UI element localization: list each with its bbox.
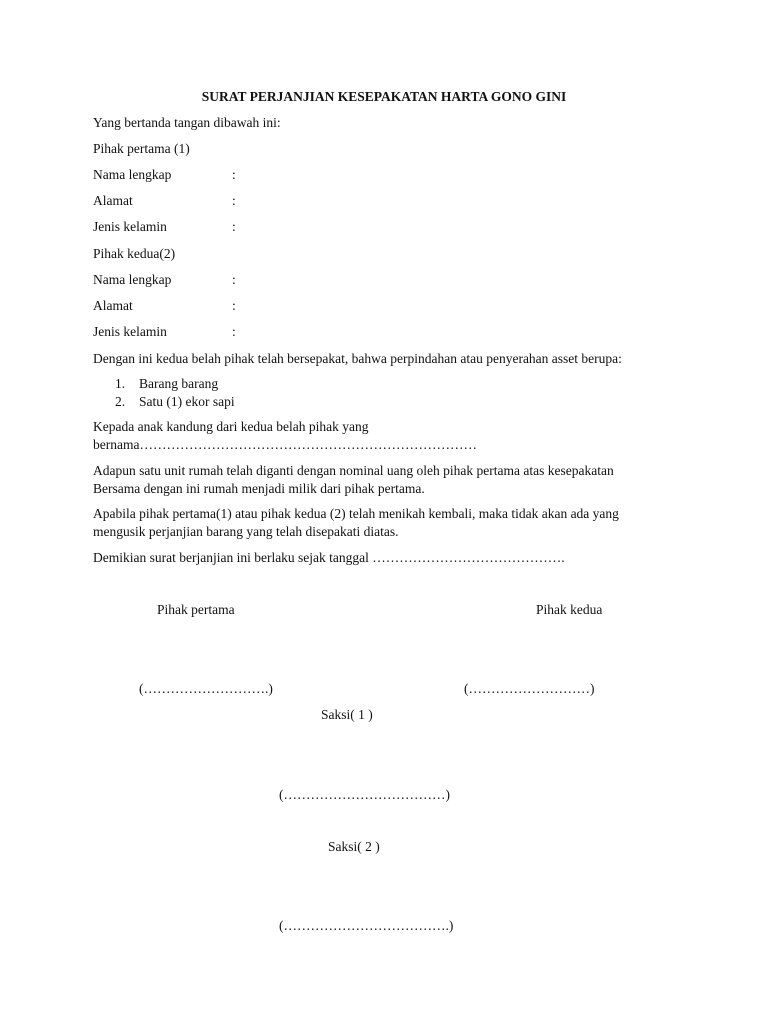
document-title: SURAT PERJANJIAN KESEPAKATAN HARTA GONO GINI — [201, 89, 567, 104]
witness1-signature-blank: (………………………………) — [279, 787, 450, 802]
recipient-text-line1: Kepada anak kandung dari kedua belah pihak yang — [93, 419, 369, 434]
party2-address-colon: : — [232, 298, 236, 313]
house-text-line1: Adapun satu unit rumah telah diganti dengan nominal uang oleh pihak pertama atas kesepakatan — [93, 463, 614, 478]
witness2-signature-blank: (……………………………….) — [279, 918, 454, 933]
party1-gender-colon: : — [232, 219, 236, 234]
party2-signature-label: Pihak kedua — [536, 602, 603, 617]
party2-signature-blank: (………………………) — [464, 681, 595, 696]
party1-heading: Pihak pertama (1) — [93, 141, 190, 156]
party1-address-colon: : — [232, 193, 236, 208]
party2-heading: Pihak kedua(2) — [93, 246, 176, 261]
party2-name-label: Nama lengkap — [93, 272, 172, 287]
party2-address-label: Alamat — [93, 298, 133, 313]
remarry-text-line2: mengusik perjanjian barang yang telah disepakati diatas. — [93, 524, 399, 539]
intro-text: Yang bertanda tangan dibawah ini: — [93, 115, 281, 130]
party1-signature-blank: (……………………….) — [139, 681, 273, 696]
house-text-line2: Bersama dengan ini rumah menjadi milik dari pihak pertama. — [93, 481, 425, 496]
party2-name-colon: : — [232, 272, 236, 287]
party1-gender-label: Jenis kelamin — [93, 219, 167, 234]
asset-item: Barang barang — [139, 376, 219, 391]
recipient-text-line2: bernama………………………………………………………………… — [93, 437, 477, 452]
agreement-text: Dengan ini kedua belah pihak telah bersepakat, bahwa perpindahan atau penyerahan asset berupa: — [93, 351, 622, 366]
party1-name-colon: : — [232, 167, 236, 182]
witness2-label: Saksi( 2 ) — [328, 839, 380, 854]
party2-gender-label: Jenis kelamin — [93, 324, 167, 339]
party2-gender-colon: : — [232, 324, 236, 339]
asset-item-number: 2. — [115, 394, 126, 409]
party1-signature-label: Pihak pertama — [157, 602, 235, 617]
closing-text: Demikian surat berjanjian ini berlaku sejak tanggal ……………………………………. — [93, 550, 565, 565]
asset-item: Satu (1) ekor sapi — [139, 394, 235, 409]
witness1-label: Saksi( 1 ) — [321, 707, 373, 722]
party1-address-label: Alamat — [93, 193, 133, 208]
remarry-text-line1: Apabila pihak pertama(1) atau pihak kedua (2) telah menikah kembali, maka tidak akan ada yang — [93, 506, 619, 521]
party1-name-label: Nama lengkap — [93, 167, 172, 182]
asset-item-number: 1. — [115, 376, 126, 391]
